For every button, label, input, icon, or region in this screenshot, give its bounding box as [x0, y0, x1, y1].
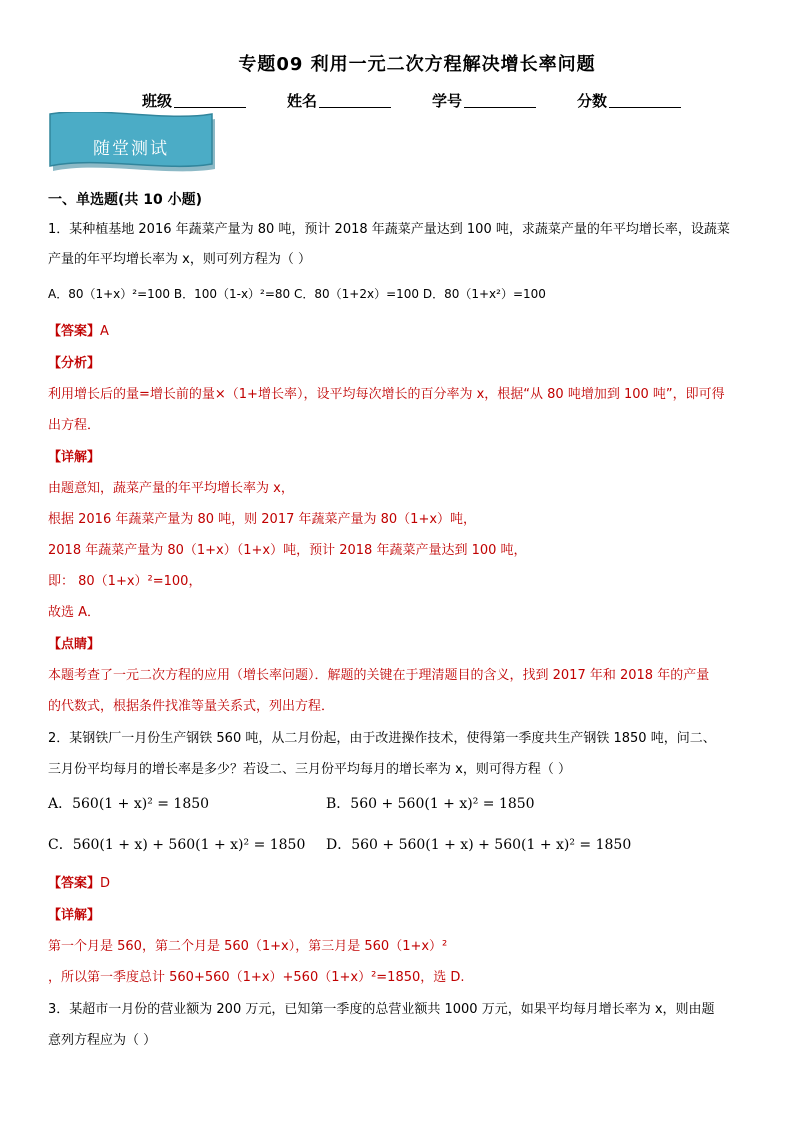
- q2-detail-line2: ，所以第一季度总计 560+560（1+x）+560（1+x）²=1850，选 D.: [48, 970, 465, 985]
- q1-detail-line3: 2018 年蔬菜产量为 80（1+x）（1+x）吨，预计 2018 年蔬菜产量达到 100 吨，: [48, 543, 527, 558]
- name-field: 姓名: [287, 90, 391, 111]
- q1-analysis-tag: 【分析】: [48, 356, 101, 371]
- q2-option-a: A．560(1 + x)² = 1850: [48, 796, 210, 812]
- score-field: 分数: [577, 90, 681, 111]
- banner-label: 随堂测试: [93, 139, 169, 159]
- q1-detail-tag: 【详解】: [48, 450, 101, 465]
- q1-stem-line1: 1．某种植基地 2016 年蔬菜产量为 80 吨，预计 2018 年蔬菜产量达到 100 吨，求蔬菜产量的年平均增长率，设蔬菜: [48, 222, 730, 237]
- q1-options: A．80（1+x）²=100 B．100（1-x）²=80 C．80（1+2x）=100 D．80（1+x²）=100: [48, 287, 546, 301]
- q1-comment-line2: 的代数式，根据条件找准等量关系式，列出方程．: [48, 699, 335, 714]
- q2-option-b: B．560 + 560(1 + x)² = 1850: [326, 796, 535, 812]
- q2-detail-tag: 【详解】: [48, 908, 101, 923]
- student-id-field: 学号: [432, 90, 536, 111]
- q1-analysis-line2: 出方程．: [48, 418, 101, 433]
- q1-comment-line1: 本题考查了一元二次方程的应用（增长率问题）．解题的关键在于理清题目的含义，找到 2017 年和 2018 年的产量: [48, 668, 710, 683]
- q2-answer: 【答案】D: [48, 876, 111, 891]
- q1-analysis-line1: 利用增长后的量=增长前的量×（1+增长率），设平均每次增长的百分率为 x，根据“从 80 吨增加到 100 吨”，即可得: [48, 387, 725, 402]
- q3-stem-line1: 3．某超市一月份的营业额为 200 万元，已知第一季度的总营业额共 1000 万元，如果平均每月增长率为 x，则由题: [48, 1002, 715, 1017]
- q2-stem-line1: 2．某钢铁厂一月份生产钢铁 560 吨，从二月份起，由于改进操作技术，使得第一季度共生产钢铁 1850 吨，问二、: [48, 731, 716, 746]
- q2-option-c: C．560(1 + x) + 560(1 + x)² = 1850: [48, 837, 306, 853]
- q1-answer: 【答案】A: [48, 324, 109, 339]
- q1-detail-line4: 即： 80（1+x）²=100，: [48, 574, 202, 589]
- q2-detail-line1: 第一个月是 560，第二个月是 560（1+x），第三月是 560（1+x）²: [48, 939, 448, 954]
- page-title: 专题09 利用一元二次方程解决增长率问题: [238, 54, 596, 75]
- q1-stem-line2: 产量的年平均增长率为 x，则可列方程为（ ）: [48, 252, 311, 267]
- q2-option-d: D．560 + 560(1 + x) + 560(1 + x)² = 1850: [326, 837, 632, 853]
- q1-comment-tag: 【点睛】: [48, 637, 101, 652]
- class-field: 班级: [142, 90, 246, 111]
- q3-stem-line2: 意列方程应为（ ）: [48, 1033, 157, 1048]
- section-title: 一、单选题(共 10 小题): [48, 192, 203, 208]
- q1-detail-line5: 故选 A．: [48, 605, 101, 620]
- q2-stem-line2: 三月份平均每月的增长率是多少？若设二、三月份平均每月的增长率为 x，则可得方程（ ）: [48, 762, 571, 777]
- q1-detail-line2: 根据 2016 年蔬菜产量为 80 吨，则 2017 年蔬菜产量为 80（1+x）吨，: [48, 512, 477, 527]
- q1-detail-line1: 由题意知，蔬菜产量的年平均增长率为 x，: [48, 481, 294, 496]
